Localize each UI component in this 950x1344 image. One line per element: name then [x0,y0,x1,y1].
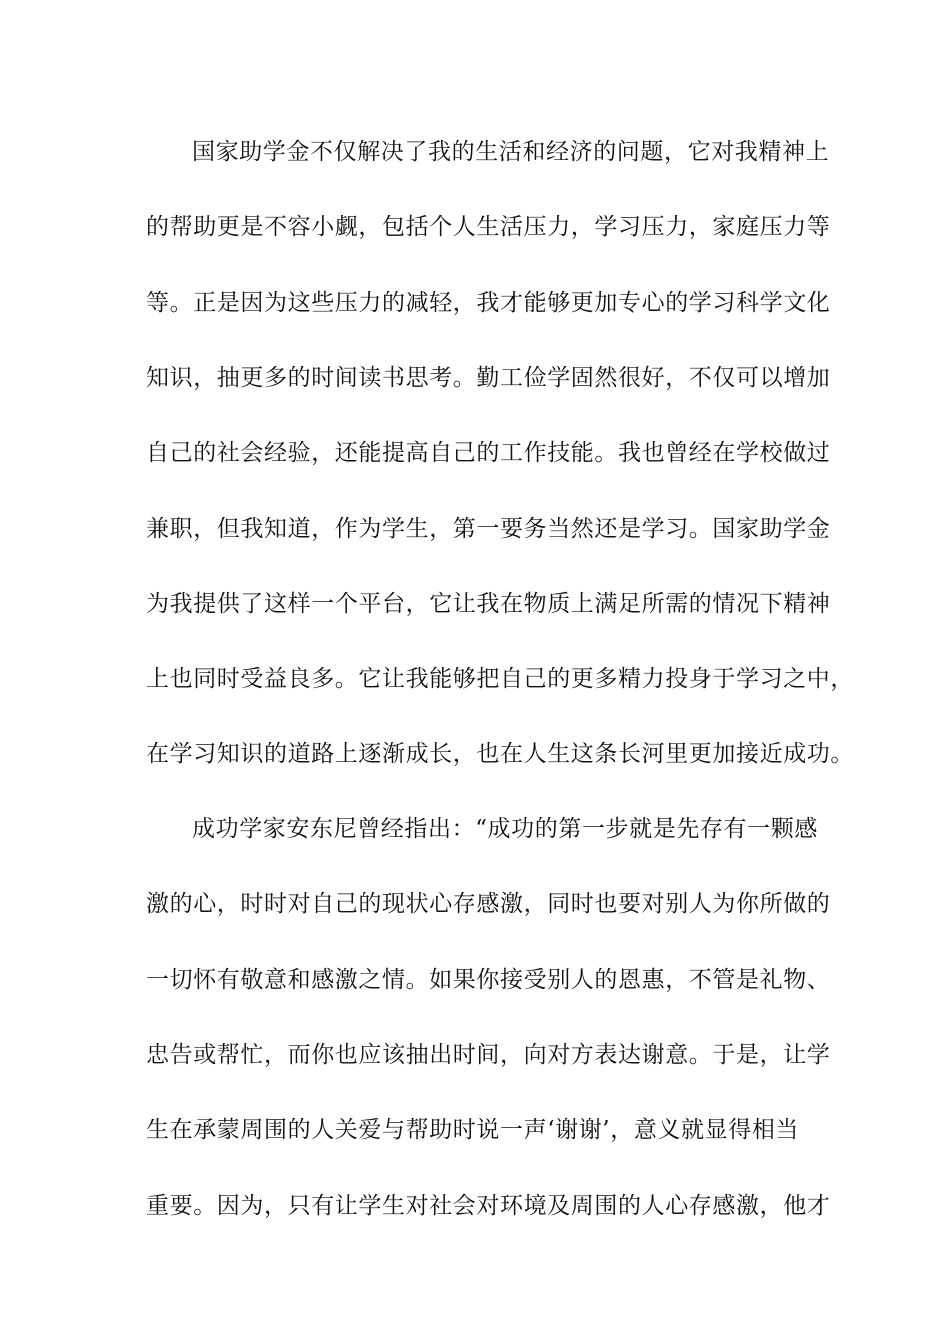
paragraph-1-line-3: 等。正是因为这些压力的减轻，我才能够更加专心的学习科学文化 [146,290,831,316]
paragraph-1-line-5: 自己的社会经验，还能提高自己的工作技能。我也曾经在学校做过 [146,440,831,466]
paragraph-2-line-5: 生在承蒙周围的人关爱与帮助时说一声‘谢谢’，意义就显得相当 [146,1117,800,1143]
paragraph-1-line-9: 在学习知识的道路上逐渐成长，也在人生这条长河里更加接近成功。 [146,741,854,767]
paragraph-1-line-1: 国家助学金不仅解决了我的生活和经济的问题，它对我精神上 [192,139,830,165]
paragraph-2-line-2: 激的心，时时对自己的现状心存感激，同时也要对别人为你所做的 [146,891,831,917]
paragraph-2-line-4: 忠告或帮忙，而你也应该抽出时间，向对方表达谢意。于是，让学 [146,1042,831,1068]
paragraph-2-line-3: 一切怀有敬意和感激之情。如果你接受别人的恩惠，不管是礼物、 [146,967,831,993]
paragraph-1-line-8: 上也同时受益良多。它让我能够把自己的更多精力投身于学习之中， [146,666,854,692]
paragraph-2-line-6: 重要。因为，只有让学生对社会对环境及周围的人心存感激，他才 [146,1193,831,1219]
paragraph-1-line-6: 兼职，但我知道，作为学生，第一要务当然还是学习。国家助学金 [146,516,831,542]
paragraph-1-line-7: 为我提供了这样一个平台，它让我在物质上满足所需的情况下精神 [146,591,831,617]
paragraph-1-line-4: 知识，抽更多的时间读书思考。勤工俭学固然很好，不仅可以增加 [146,365,831,391]
paragraph-2-line-1: 成功学家安东尼曾经指出：“成功的第一步就是先存有一颗感 [192,816,818,842]
paragraph-1-line-2: 的帮助更是不容小觑，包括个人生活压力，学习压力，家庭压力等 [146,214,831,240]
